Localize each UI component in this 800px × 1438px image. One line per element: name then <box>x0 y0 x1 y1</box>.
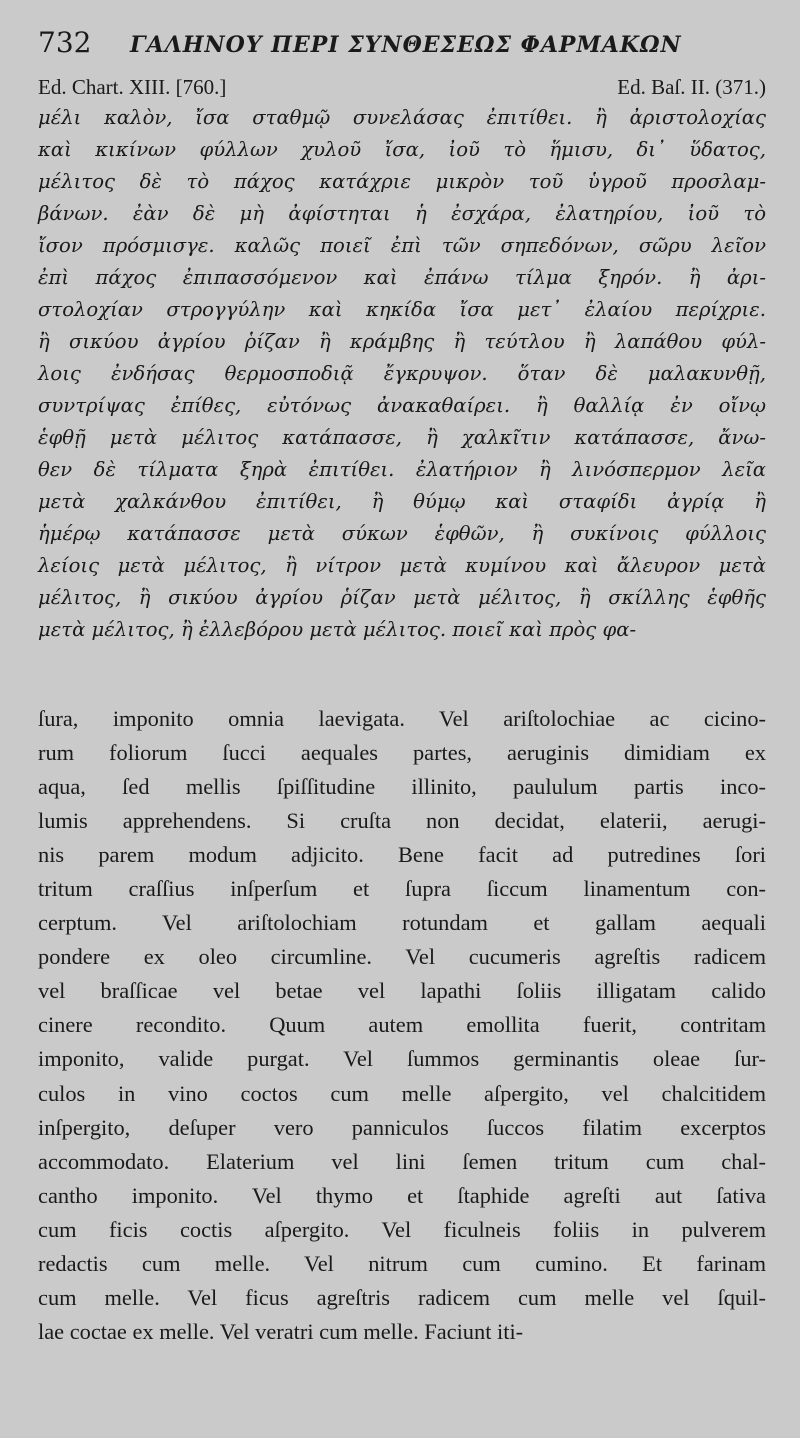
greek-text-block <box>38 102 766 646</box>
greek-line: λοις ἐνδήσας θερμοσποδιᾷ ἔγκρυψον. ὅταν δὲ μαλακυνθῇ, <box>38 362 766 385</box>
greek-line: θεν δὲ τίλματα ξηρὰ ἐπιτίθει. ἐλατήριον ἢ λινόσπερμον λεῖα <box>38 458 766 481</box>
greek-line: μέλι καλὸν, ἴσα σταθμῷ συνελάσας ἐπιτίθει. ἢ ἀριστολοχίας <box>38 106 766 129</box>
greek-line: συντρίψας ἐπίθες, εὐτόνως ἀνακαθαίρει. ἢ θαλλίᾳ ἐν οἴνῳ <box>38 394 766 417</box>
latin-line: nis parem modum adjicito. Bene facit ad putredines ſori <box>38 842 766 868</box>
greek-line: ἴσον πρόσμισγε. καλῶς ποιεῖ ἐπὶ τῶν σηπεδόνων, σῶρυ λεῖον <box>38 234 766 257</box>
latin-line: lumis apprehendens. Si cruſta non decidat, elaterii, aerugi- <box>38 808 766 834</box>
latin-line: ſura, imponito omnia laevigata. Vel ariſtolochiae ac cicino- <box>38 706 766 731</box>
page-number: 732 <box>38 26 92 59</box>
edition-chartier: Ed. Chart. XIII. [760.] <box>38 75 227 99</box>
greek-line: ἑφθῇ μετὰ μέλιτος κατάπασσε, ἢ χαλκῖτιν κατάπασσε, ἄνω- <box>38 426 766 449</box>
greek-line: ἡμέρῳ κατάπασσε μετὰ σύκων ἑφθῶν, ἢ συκίνοις φύλλοις <box>38 522 766 545</box>
greek-line: λείοις μετὰ μέλιτος, ἢ νίτρον μετὰ κυμίνου καὶ ἄλευρον μετὰ <box>38 554 766 577</box>
latin-line: imponito, valide purgat. Vel ſummos germinantis oleae ſur- <box>38 1046 766 1072</box>
greek-line: βάνων. ἐὰν δὲ μὴ ἀφίστηται ἡ ἐσχάρα, ἐλατηρίου, ἰοῦ τὸ <box>38 202 766 225</box>
latin-line: lae coctae ex melle. Vel veratri cum melle. Faciunt iti- <box>38 1318 524 1344</box>
latin-line: pondere ex oleo circumline. Vel cucumeris agreſtis radicem <box>38 944 766 970</box>
latin-line: culos in vino coctos cum melle aſpergito, vel chalcitidem <box>38 1080 766 1106</box>
latin-line: cerptum. Vel ariſtolochiam rotundam et gallam aequali <box>38 910 766 936</box>
greek-line: μετὰ μέλιτος, ἢ ἐλλεβόρου μετὰ μέλιτος. ποιεῖ καὶ πρὸς φα- <box>38 618 637 641</box>
greek-line: ἢ σικύου ἀγρίου ῥίζαν ἢ κράμβης ἢ τεύτλου ἢ λαπάθου φύλ- <box>38 330 766 353</box>
latin-line: cum melle. Vel ficus agreſtris radicem cum melle vel ſquil- <box>38 1284 766 1310</box>
latin-line: vel braſſicae vel betae vel lapathi ſoliis illigatam calido <box>38 978 766 1004</box>
latin-line: cinere recondito. Quum autem emollita fuerit, contritam <box>38 1012 766 1038</box>
greek-line: μέλιτος, ἢ σικύου ἀγρίου ῥίζαν μετὰ μέλιτος, ἢ σκίλλης ἑφθῆς <box>38 586 766 609</box>
latin-line: rum foliorum ſucci aequales partes, aeruginis dimidiam ex <box>38 740 766 766</box>
edition-basel: Ed. Baſ. II. (371.) <box>617 75 766 99</box>
latin-line: redactis cum melle. Vel nitrum cum cumino. Et farinam <box>38 1250 766 1276</box>
greek-line: καὶ κικίνων φύλλων χυλοῦ ἴσα, ἰοῦ τὸ ἥμισυ, δι᾿ ὕδατος, <box>38 138 766 161</box>
greek-line: ἐπὶ πάχος ἐπιπασσόμενον καὶ ἐπάνω τίλμα ξηρόν. ἢ ἀρι- <box>38 266 766 289</box>
latin-line: accommodato. Elaterium vel lini ſemen tritum cum chal- <box>38 1148 766 1174</box>
latin-line: cum ficis coctis aſpergito. Vel ficulneis foliis in pulverem <box>38 1216 766 1242</box>
edition-references <box>38 72 766 102</box>
greek-line: μέλιτος δὲ τὸ πάχος κατάχριε μικρὸν τοῦ ὑγροῦ προσλαμ- <box>38 170 766 193</box>
section-gap <box>38 646 766 702</box>
running-title: ΓΑΛΗΝΟΥ ΠΕΡΙ ΣΥΝΘΕΣΕΩΣ ΦΑΡΜΑΚΩΝ <box>130 32 682 58</box>
latin-line: cantho imponito. Vel thymo et ſtaphide agreſti aut ſativa <box>38 1182 766 1208</box>
latin-line: inſpergito, deſuper vero panniculos ſuccos filatim excerptos <box>38 1114 766 1140</box>
latin-text-block <box>38 702 766 1349</box>
latin-line: aqua, ſed mellis ſpiſſitudine illinito, paululum partis inco- <box>38 774 766 800</box>
page-header <box>38 26 766 72</box>
greek-line: μετὰ χαλκάνθου ἐπιτίθει, ἢ θύμῳ καὶ σταφίδι ἀγρίᾳ ἢ <box>38 490 766 513</box>
greek-line: στολοχίαν στρογγύλην καὶ κηκίδα ἴσα μετ᾿ ἐλαίου περίχριε. <box>38 298 766 321</box>
latin-line: tritum craſſius inſperſum et ſupra ſiccum linamentum con- <box>38 876 766 902</box>
